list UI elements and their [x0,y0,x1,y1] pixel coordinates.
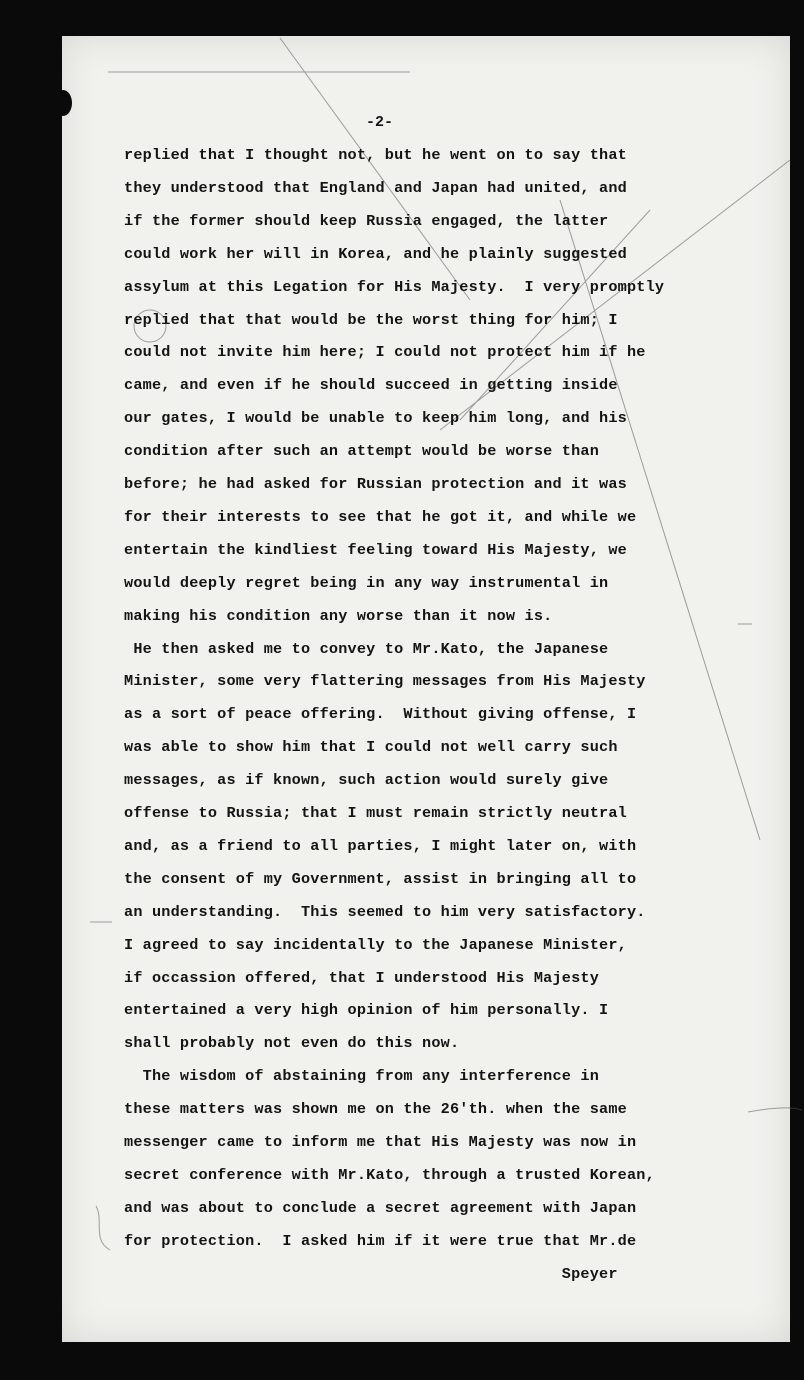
text-line: would deeply regret being in any way instrumental in [124,573,609,592]
text-line: replied that that would be the worst thing for him; I [124,310,618,329]
text-line: assylum at this Legation for His Majesty. I very promptly [124,277,665,296]
text-line: and was about to conclude a secret agreement with Japan [124,1198,637,1217]
text-line: came, and even if he should succeed in getting inside [124,376,618,395]
text-line: shall probably not even do this now. [124,1034,460,1053]
text-line: Speyer [124,1264,618,1283]
text-line: making his condition any worse than it now is. [124,606,553,625]
text-line: an understanding. This seemed to him very satisfactory. [124,902,646,921]
text-line: was able to show him that I could not well carry such [124,738,618,757]
text-line: these matters was shown me on the 26'th. when the same [124,1100,627,1119]
text-line: for their interests to see that he got it, and while we [124,507,637,526]
text-line: the consent of my Government, assist in bringing all to [124,869,637,888]
text-line: they understood that England and Japan had united, and [124,178,627,197]
text-line: He then asked me to convey to Mr.Kato, the Japanese [124,639,609,658]
text-line: as a sort of peace offering. Without giving offense, I [124,705,637,724]
text-line: entertain the kindliest feeling toward His Majesty, we [124,540,627,559]
text-line: offense to Russia; that I must remain strictly neutral [124,804,627,822]
text-line: entertained a very high opinion of him personally. I [124,1001,609,1020]
text-line: could work her will in Korea, and he plainly suggested [124,244,627,263]
text-line: and, as a friend to all parties, I might later on, with [124,836,637,855]
text-line: Minister, some very flattering messages from His Majesty [124,672,646,691]
text-line: messages, as if known, such action would surely give [124,771,609,790]
text-line: for protection. I asked him if it were true that Mr.de [124,1231,637,1250]
text-line: The wisdom of abstaining from any interference in [124,1067,600,1086]
page-number: -2- [366,114,394,131]
text-line: condition after such an attempt would be worse than [124,442,600,461]
text-line: if the former should keep Russia engaged, the latter [124,211,609,230]
text-line: could not invite him here; I could not protect him if he [124,343,646,362]
text-line: secret conference with Mr.Kato, through a trusted Korean, [124,1165,655,1184]
text-line: messenger came to inform me that His Majesty was now in [124,1133,637,1151]
text-line: I agreed to say incidentally to the Japanese Minister, [124,935,627,954]
text-line: replied that I thought not, but he went on to say that [124,146,627,164]
text-line: if occassion offered, that I understood His Majesty [124,968,600,987]
text-line: before; he had asked for Russian protection and it was [124,475,627,493]
text-line: our gates, I would be unable to keep him long, and his [124,409,627,428]
